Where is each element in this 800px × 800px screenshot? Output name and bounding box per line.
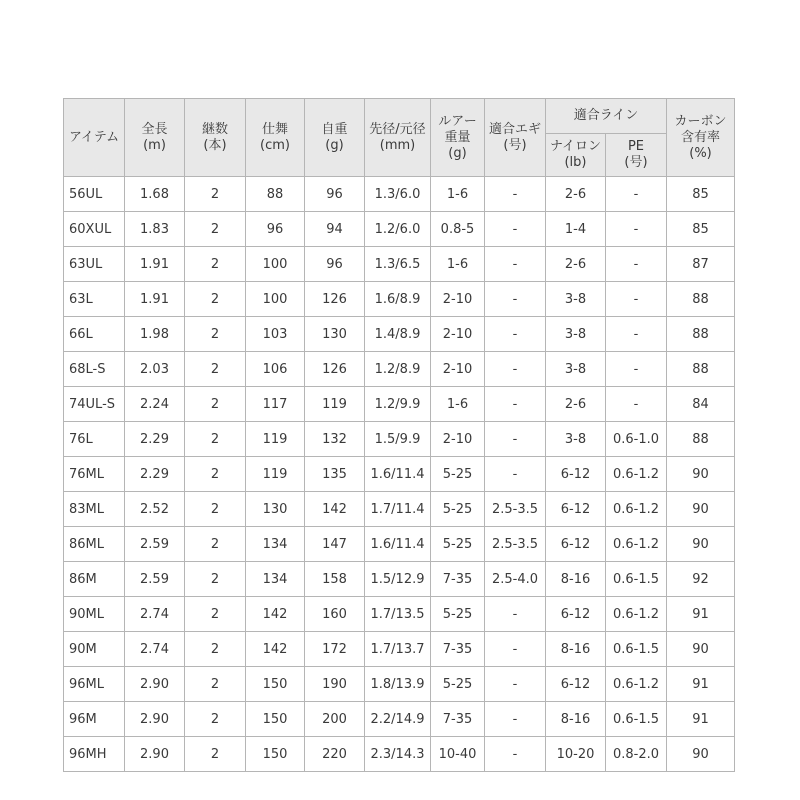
cell-closed-length: 103 bbox=[246, 317, 305, 352]
cell-diameter: 1.5/9.9 bbox=[365, 422, 431, 457]
cell-lure-weight: 0.8-5 bbox=[431, 212, 485, 247]
cell-diameter: 1.2/6.0 bbox=[365, 212, 431, 247]
cell-pieces: 2 bbox=[185, 247, 246, 282]
cell-egi: - bbox=[485, 317, 546, 352]
cell-length: 1.98 bbox=[125, 317, 185, 352]
cell-lure-weight: 5-25 bbox=[431, 597, 485, 632]
cell-lure-weight: 5-25 bbox=[431, 492, 485, 527]
cell-diameter: 1.7/13.7 bbox=[365, 632, 431, 667]
table-body bbox=[64, 177, 735, 772]
cell-nylon: 6-12 bbox=[546, 597, 606, 632]
cell-pieces: 2 bbox=[185, 562, 246, 597]
cell-pe: 0.6-1.2 bbox=[606, 527, 667, 562]
cell-pe: 0.6-1.2 bbox=[606, 667, 667, 702]
cell-pieces: 2 bbox=[185, 317, 246, 352]
table-row bbox=[64, 387, 735, 422]
cell-carbon: 91 bbox=[667, 667, 735, 702]
cell-length: 1.68 bbox=[125, 177, 185, 212]
header-closed-length: 仕舞 (cm) bbox=[246, 99, 305, 177]
header-length: 全長 (m) bbox=[125, 99, 185, 177]
cell-lure-weight: 5-25 bbox=[431, 527, 485, 562]
cell-carbon: 91 bbox=[667, 702, 735, 737]
header-carbon: カーボン 含有率 (%) bbox=[667, 99, 735, 177]
cell-pieces: 2 bbox=[185, 387, 246, 422]
cell-pieces: 2 bbox=[185, 212, 246, 247]
cell-weight: 132 bbox=[305, 422, 365, 457]
cell-egi: - bbox=[485, 667, 546, 702]
cell-pieces: 2 bbox=[185, 282, 246, 317]
cell-item: 66L bbox=[64, 317, 125, 352]
cell-item: 90ML bbox=[64, 597, 125, 632]
cell-pieces: 2 bbox=[185, 667, 246, 702]
cell-carbon: 84 bbox=[667, 387, 735, 422]
cell-closed-length: 150 bbox=[246, 737, 305, 772]
cell-closed-length: 134 bbox=[246, 562, 305, 597]
cell-pieces: 2 bbox=[185, 632, 246, 667]
cell-lure-weight: 10-40 bbox=[431, 737, 485, 772]
cell-pe: - bbox=[606, 247, 667, 282]
header-diameter: 先径/元径 (mm) bbox=[365, 99, 431, 177]
cell-nylon: 2-6 bbox=[546, 247, 606, 282]
cell-nylon: 6-12 bbox=[546, 527, 606, 562]
cell-nylon: 2-6 bbox=[546, 387, 606, 422]
cell-nylon: 6-12 bbox=[546, 457, 606, 492]
cell-lure-weight: 1-6 bbox=[431, 177, 485, 212]
cell-pieces: 2 bbox=[185, 702, 246, 737]
cell-egi: 2.5-4.0 bbox=[485, 562, 546, 597]
cell-diameter: 1.8/13.9 bbox=[365, 667, 431, 702]
cell-closed-length: 119 bbox=[246, 457, 305, 492]
cell-item: 68L-S bbox=[64, 352, 125, 387]
cell-item: 63L bbox=[64, 282, 125, 317]
table-row bbox=[64, 492, 735, 527]
cell-egi: - bbox=[485, 422, 546, 457]
cell-closed-length: 96 bbox=[246, 212, 305, 247]
cell-egi: - bbox=[485, 737, 546, 772]
table-row bbox=[64, 632, 735, 667]
cell-nylon: 8-16 bbox=[546, 702, 606, 737]
cell-item: 86ML bbox=[64, 527, 125, 562]
cell-length: 2.74 bbox=[125, 632, 185, 667]
cell-pieces: 2 bbox=[185, 177, 246, 212]
cell-closed-length: 150 bbox=[246, 702, 305, 737]
cell-lure-weight: 1-6 bbox=[431, 387, 485, 422]
table-row bbox=[64, 422, 735, 457]
cell-length: 1.83 bbox=[125, 212, 185, 247]
cell-diameter: 1.7/13.5 bbox=[365, 597, 431, 632]
cell-weight: 158 bbox=[305, 562, 365, 597]
cell-length: 2.90 bbox=[125, 737, 185, 772]
cell-closed-length: 150 bbox=[246, 667, 305, 702]
cell-closed-length: 134 bbox=[246, 527, 305, 562]
cell-weight: 126 bbox=[305, 282, 365, 317]
cell-lure-weight: 1-6 bbox=[431, 247, 485, 282]
cell-diameter: 1.2/8.9 bbox=[365, 352, 431, 387]
cell-length: 2.29 bbox=[125, 422, 185, 457]
cell-carbon: 90 bbox=[667, 492, 735, 527]
cell-length: 2.03 bbox=[125, 352, 185, 387]
cell-closed-length: 106 bbox=[246, 352, 305, 387]
cell-nylon: 6-12 bbox=[546, 492, 606, 527]
cell-diameter: 1.6/8.9 bbox=[365, 282, 431, 317]
cell-length: 2.29 bbox=[125, 457, 185, 492]
cell-lure-weight: 7-35 bbox=[431, 562, 485, 597]
cell-nylon: 3-8 bbox=[546, 317, 606, 352]
cell-item: 83ML bbox=[64, 492, 125, 527]
cell-pe: - bbox=[606, 282, 667, 317]
cell-egi: - bbox=[485, 387, 546, 422]
cell-pe: - bbox=[606, 352, 667, 387]
cell-closed-length: 119 bbox=[246, 422, 305, 457]
header-lure-weight: ルアー 重量 (g) bbox=[431, 99, 485, 177]
cell-pieces: 2 bbox=[185, 492, 246, 527]
cell-lure-weight: 7-35 bbox=[431, 632, 485, 667]
cell-pe: 0.6-1.5 bbox=[606, 562, 667, 597]
cell-lure-weight: 2-10 bbox=[431, 422, 485, 457]
header-line-group: 適合ライン bbox=[546, 99, 667, 134]
cell-nylon: 3-8 bbox=[546, 282, 606, 317]
cell-pieces: 2 bbox=[185, 352, 246, 387]
cell-closed-length: 117 bbox=[246, 387, 305, 422]
cell-carbon: 90 bbox=[667, 527, 735, 562]
cell-item: 96M bbox=[64, 702, 125, 737]
cell-closed-length: 100 bbox=[246, 247, 305, 282]
cell-nylon: 8-16 bbox=[546, 632, 606, 667]
cell-item: 60XUL bbox=[64, 212, 125, 247]
cell-egi: - bbox=[485, 702, 546, 737]
cell-carbon: 85 bbox=[667, 212, 735, 247]
cell-item: 56UL bbox=[64, 177, 125, 212]
cell-weight: 142 bbox=[305, 492, 365, 527]
cell-diameter: 1.2/9.9 bbox=[365, 387, 431, 422]
cell-lure-weight: 5-25 bbox=[431, 667, 485, 702]
cell-length: 2.24 bbox=[125, 387, 185, 422]
cell-egi: - bbox=[485, 352, 546, 387]
table-row bbox=[64, 667, 735, 702]
cell-weight: 94 bbox=[305, 212, 365, 247]
cell-carbon: 88 bbox=[667, 352, 735, 387]
table-row bbox=[64, 317, 735, 352]
table-row bbox=[64, 282, 735, 317]
cell-closed-length: 142 bbox=[246, 597, 305, 632]
cell-pieces: 2 bbox=[185, 737, 246, 772]
cell-nylon: 8-16 bbox=[546, 562, 606, 597]
cell-diameter: 2.2/14.9 bbox=[365, 702, 431, 737]
table-row bbox=[64, 562, 735, 597]
cell-pe: - bbox=[606, 177, 667, 212]
cell-carbon: 88 bbox=[667, 317, 735, 352]
cell-item: 76ML bbox=[64, 457, 125, 492]
cell-weight: 220 bbox=[305, 737, 365, 772]
cell-diameter: 1.3/6.0 bbox=[365, 177, 431, 212]
cell-item: 86M bbox=[64, 562, 125, 597]
cell-weight: 160 bbox=[305, 597, 365, 632]
cell-pe: 0.6-1.0 bbox=[606, 422, 667, 457]
cell-pieces: 2 bbox=[185, 597, 246, 632]
cell-item: 96ML bbox=[64, 667, 125, 702]
cell-egi: - bbox=[485, 597, 546, 632]
cell-diameter: 1.5/12.9 bbox=[365, 562, 431, 597]
cell-item: 96MH bbox=[64, 737, 125, 772]
cell-weight: 96 bbox=[305, 177, 365, 212]
cell-egi: - bbox=[485, 212, 546, 247]
cell-pe: - bbox=[606, 212, 667, 247]
cell-length: 2.74 bbox=[125, 597, 185, 632]
cell-length: 1.91 bbox=[125, 282, 185, 317]
cell-weight: 119 bbox=[305, 387, 365, 422]
cell-weight: 190 bbox=[305, 667, 365, 702]
cell-closed-length: 142 bbox=[246, 632, 305, 667]
cell-egi: - bbox=[485, 282, 546, 317]
table-row bbox=[64, 597, 735, 632]
cell-pe: 0.6-1.2 bbox=[606, 492, 667, 527]
table-row bbox=[64, 177, 735, 212]
cell-egi: - bbox=[485, 457, 546, 492]
cell-diameter: 1.4/8.9 bbox=[365, 317, 431, 352]
table-row bbox=[64, 352, 735, 387]
cell-item: 63UL bbox=[64, 247, 125, 282]
cell-item: 76L bbox=[64, 422, 125, 457]
cell-nylon: 3-8 bbox=[546, 422, 606, 457]
cell-lure-weight: 2-10 bbox=[431, 282, 485, 317]
cell-nylon: 1-4 bbox=[546, 212, 606, 247]
cell-weight: 135 bbox=[305, 457, 365, 492]
cell-carbon: 92 bbox=[667, 562, 735, 597]
cell-diameter: 1.3/6.5 bbox=[365, 247, 431, 282]
cell-nylon: 3-8 bbox=[546, 352, 606, 387]
cell-egi: - bbox=[485, 177, 546, 212]
header-pe: PE (号) bbox=[606, 134, 667, 177]
table-row bbox=[64, 457, 735, 492]
cell-length: 2.52 bbox=[125, 492, 185, 527]
cell-nylon: 2-6 bbox=[546, 177, 606, 212]
cell-lure-weight: 5-25 bbox=[431, 457, 485, 492]
cell-closed-length: 100 bbox=[246, 282, 305, 317]
header-item: アイテム bbox=[64, 99, 125, 177]
cell-lure-weight: 2-10 bbox=[431, 352, 485, 387]
cell-weight: 200 bbox=[305, 702, 365, 737]
cell-nylon: 10-20 bbox=[546, 737, 606, 772]
cell-length: 2.90 bbox=[125, 702, 185, 737]
header-pieces: 継数 (本) bbox=[185, 99, 246, 177]
cell-pe: 0.8-2.0 bbox=[606, 737, 667, 772]
cell-pe: 0.6-1.2 bbox=[606, 597, 667, 632]
cell-carbon: 87 bbox=[667, 247, 735, 282]
cell-egi: 2.5-3.5 bbox=[485, 527, 546, 562]
cell-weight: 130 bbox=[305, 317, 365, 352]
cell-pieces: 2 bbox=[185, 422, 246, 457]
cell-carbon: 88 bbox=[667, 422, 735, 457]
header-weight: 自重 (g) bbox=[305, 99, 365, 177]
cell-closed-length: 88 bbox=[246, 177, 305, 212]
header-nylon: ナイロン (lb) bbox=[546, 134, 606, 177]
cell-pe: - bbox=[606, 317, 667, 352]
cell-pieces: 2 bbox=[185, 457, 246, 492]
cell-length: 1.91 bbox=[125, 247, 185, 282]
table-row bbox=[64, 247, 735, 282]
cell-pe: - bbox=[606, 387, 667, 422]
cell-carbon: 90 bbox=[667, 457, 735, 492]
cell-item: 90M bbox=[64, 632, 125, 667]
cell-weight: 126 bbox=[305, 352, 365, 387]
cell-pe: 0.6-1.5 bbox=[606, 702, 667, 737]
table-row bbox=[64, 737, 735, 772]
header-egi: 適合エギ (号) bbox=[485, 99, 546, 177]
cell-lure-weight: 7-35 bbox=[431, 702, 485, 737]
cell-carbon: 90 bbox=[667, 632, 735, 667]
cell-carbon: 91 bbox=[667, 597, 735, 632]
table-row bbox=[64, 212, 735, 247]
table-row bbox=[64, 527, 735, 562]
cell-diameter: 1.6/11.4 bbox=[365, 527, 431, 562]
cell-diameter: 2.3/14.3 bbox=[365, 737, 431, 772]
cell-nylon: 6-12 bbox=[546, 667, 606, 702]
cell-carbon: 85 bbox=[667, 177, 735, 212]
cell-lure-weight: 2-10 bbox=[431, 317, 485, 352]
cell-length: 2.59 bbox=[125, 562, 185, 597]
spec-table bbox=[63, 98, 735, 772]
table-row bbox=[64, 702, 735, 737]
cell-pe: 0.6-1.2 bbox=[606, 457, 667, 492]
cell-diameter: 1.7/11.4 bbox=[365, 492, 431, 527]
cell-egi: - bbox=[485, 247, 546, 282]
cell-length: 2.90 bbox=[125, 667, 185, 702]
cell-diameter: 1.6/11.4 bbox=[365, 457, 431, 492]
cell-weight: 172 bbox=[305, 632, 365, 667]
table-header bbox=[64, 99, 735, 177]
cell-pe: 0.6-1.5 bbox=[606, 632, 667, 667]
cell-egi: - bbox=[485, 632, 546, 667]
cell-weight: 147 bbox=[305, 527, 365, 562]
cell-carbon: 88 bbox=[667, 282, 735, 317]
cell-carbon: 90 bbox=[667, 737, 735, 772]
cell-closed-length: 130 bbox=[246, 492, 305, 527]
cell-egi: 2.5-3.5 bbox=[485, 492, 546, 527]
cell-item: 74UL-S bbox=[64, 387, 125, 422]
cell-pieces: 2 bbox=[185, 527, 246, 562]
cell-length: 2.59 bbox=[125, 527, 185, 562]
cell-weight: 96 bbox=[305, 247, 365, 282]
